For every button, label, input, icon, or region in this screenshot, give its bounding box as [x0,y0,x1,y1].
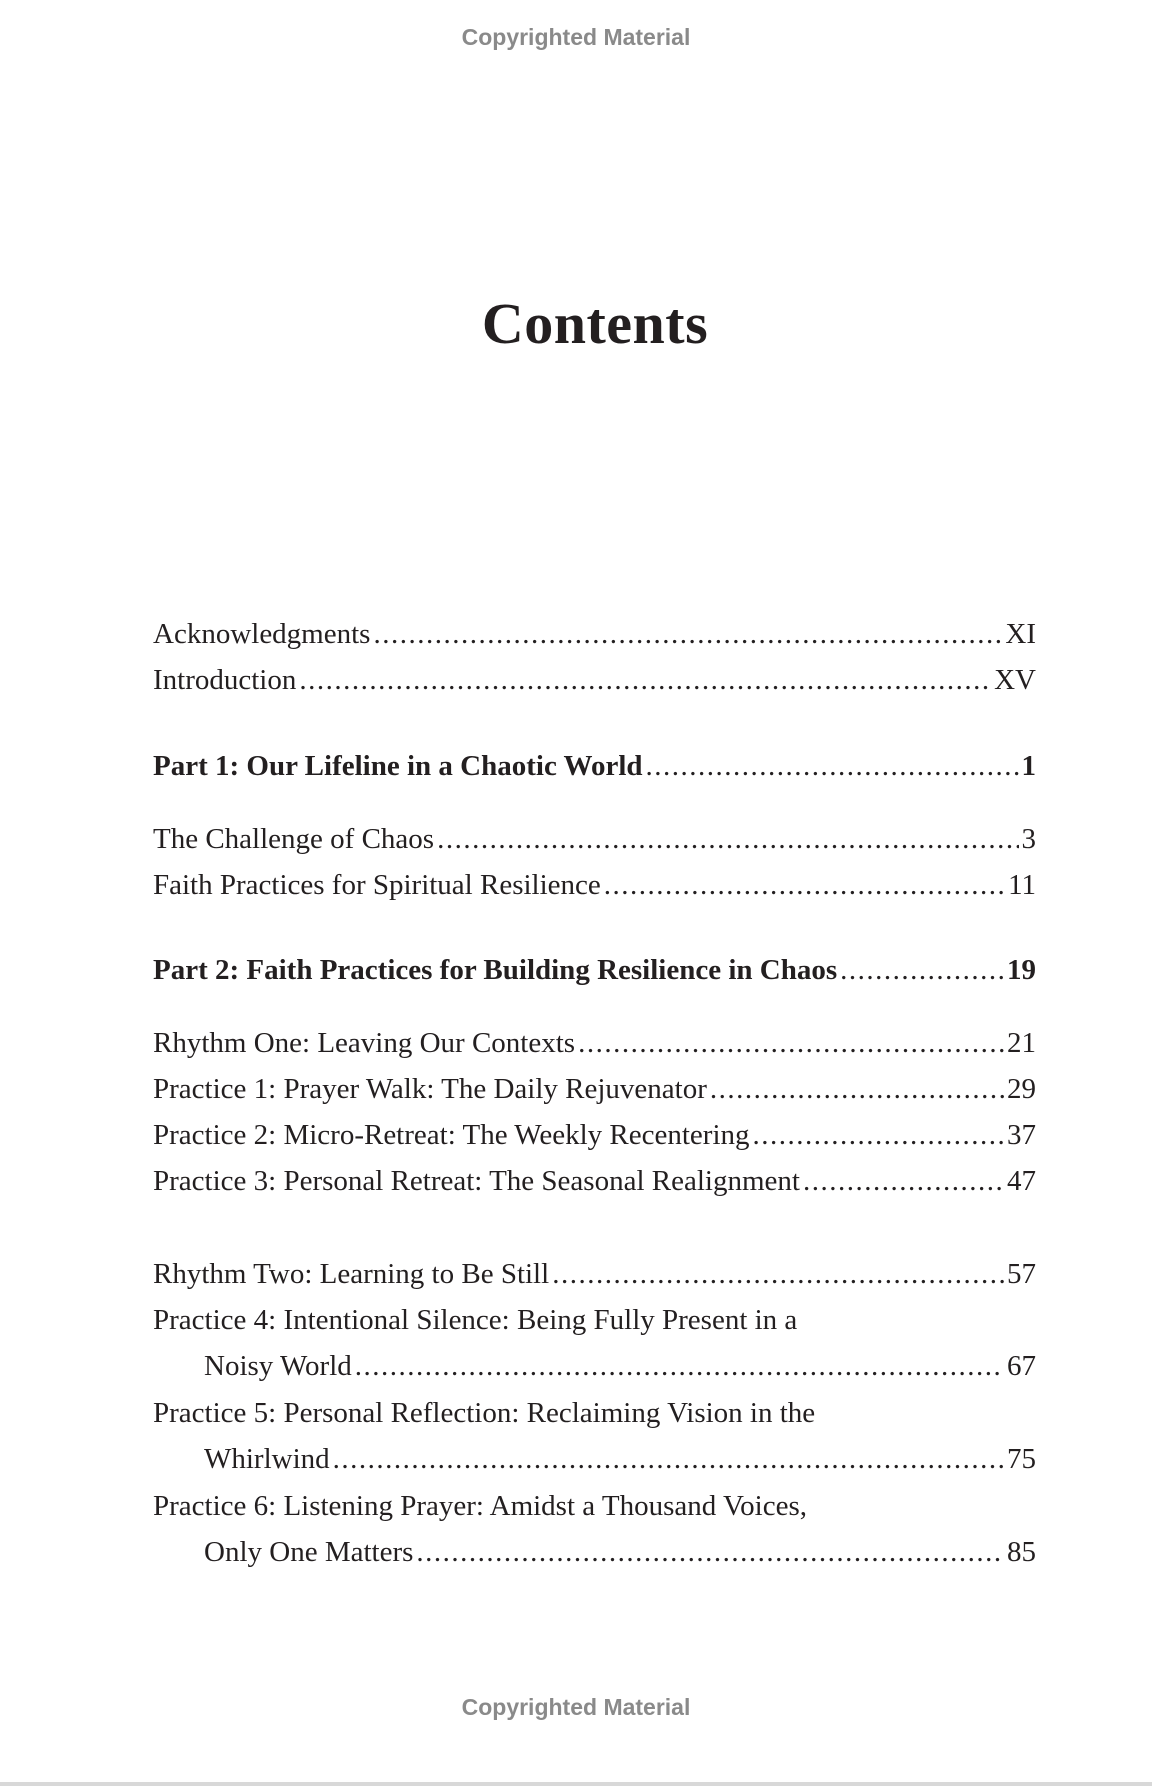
toc-entry-practice-4[interactable] [153,1346,1036,1386]
dot-leader [416,1532,1004,1572]
toc-entry-label: Practice 1: Prayer Walk: The Daily Rejuvenator [153,1073,707,1105]
toc-part-2[interactable] [153,950,1036,990]
toc-entry-label: Practice 2: Micro-Retreat: The Weekly Recentering [153,1119,750,1151]
dot-leader [710,1069,1004,1109]
toc-entry-page: 11 [1008,869,1036,901]
toc-entry-practice-2[interactable] [153,1115,1036,1155]
toc-entry-practice-4-line-1[interactable]: Practice 4: Intentional Silence: Being Fully Present in a [153,1304,798,1336]
toc-entry-page: 75 [1007,1443,1036,1475]
dot-leader [437,819,1018,859]
page-bottom-divider [0,1782,1152,1786]
dot-leader [373,614,1002,654]
toc-entry-label: The Challenge of Chaos [153,823,435,855]
toc-entry-page: 21 [1007,1027,1036,1059]
dot-leader [753,1115,1005,1155]
toc-entry-page: 57 [1007,1258,1036,1290]
toc-entry-acknowledgments[interactable] [153,614,1036,654]
toc-entry-page: XV [994,664,1036,696]
dot-leader [333,1439,1004,1479]
toc-entry-practice-1[interactable] [153,1069,1036,1109]
toc-entry-page: 1 [1021,750,1036,782]
toc-entry-label: Rhythm One: Leaving Our Contexts [153,1027,576,1059]
toc-entry-faith-practices-resilience[interactable] [153,865,1036,905]
toc-entry-page: 29 [1007,1073,1036,1105]
toc-entry-label: Practice 3: Personal Retreat: The Seasonal Realignment [153,1165,800,1197]
toc-entry-page: XI [1005,618,1036,650]
copyright-watermark-top: Copyrighted Material [461,24,691,50]
toc-entry-label: Only One Matters [204,1536,414,1568]
dot-leader [840,950,1004,990]
toc-entry-label: Noisy World [204,1350,352,1382]
toc-entry-label: Introduction [153,664,297,696]
dot-leader [578,1023,1004,1063]
toc-entry-page: 37 [1007,1119,1036,1151]
dot-leader [604,865,1005,905]
toc-entry-page: 47 [1007,1165,1036,1197]
toc-entry-challenge-of-chaos[interactable] [153,819,1036,859]
toc-entry-label: Rhythm Two: Learning to Be Still [153,1258,550,1290]
dot-leader [552,1254,1004,1294]
toc-entry-practice-5-line-1[interactable]: Practice 5: Personal Reflection: Reclaiming Vision in the [153,1397,816,1429]
page-title: Contents [481,291,709,356]
dot-leader [646,746,1019,786]
dot-leader [299,660,991,700]
toc-entry-practice-3[interactable] [153,1161,1036,1201]
toc-entry-practice-6[interactable] [153,1532,1036,1572]
toc-entry-practice-6-line-1[interactable]: Practice 6: Listening Prayer: Amidst a Thousand Voices, [153,1490,808,1522]
toc-entry-label: Acknowledgments [153,618,371,650]
toc-entry-label: Part 2: Faith Practices for Building Resilience in Chaos [153,954,838,986]
toc-entry-introduction[interactable] [153,660,1036,700]
toc-entry-page: 67 [1007,1350,1036,1382]
toc-part-1[interactable] [153,746,1036,786]
toc-entry-page: 19 [1007,954,1036,986]
copyright-watermark-bottom: Copyrighted Material [461,1694,691,1720]
dot-leader [355,1346,1004,1386]
dot-leader [803,1161,1004,1201]
toc-entry-page: 3 [1021,823,1036,855]
toc-entry-rhythm-one[interactable] [153,1023,1036,1063]
toc-entry-label: Faith Practices for Spiritual Resilience [153,869,601,901]
toc-entry-practice-5[interactable] [153,1439,1036,1479]
toc-entry-label: Whirlwind [204,1443,330,1475]
toc-entry-label: Part 1: Our Lifeline in a Chaotic World [153,750,643,782]
toc-entry-rhythm-two[interactable] [153,1254,1036,1294]
toc-entry-page: 85 [1007,1536,1036,1568]
